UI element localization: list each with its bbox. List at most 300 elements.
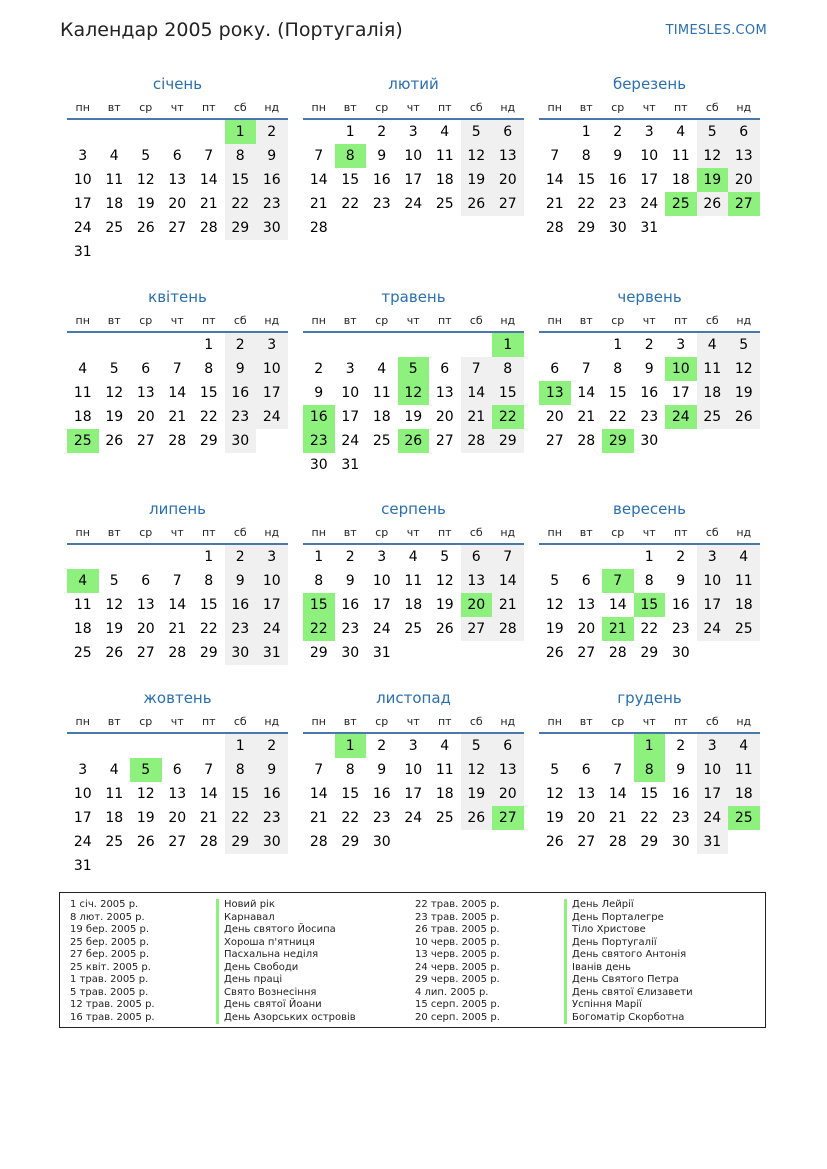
day-cell[interactable]: 23 xyxy=(225,405,257,429)
day-cell[interactable]: 28 xyxy=(577,433,596,449)
day-cell[interactable]: 14 xyxy=(309,786,328,802)
day-cell[interactable]: 18 xyxy=(73,409,92,425)
day-cell[interactable]: 25 xyxy=(435,196,454,212)
day-cell[interactable]: 16 xyxy=(671,786,690,802)
day-cell[interactable]: 17 xyxy=(697,593,729,617)
day-cell[interactable]: 10 xyxy=(341,385,360,401)
day-cell[interactable]: 9 xyxy=(345,573,355,589)
day-cell[interactable]: 16 xyxy=(372,786,391,802)
day-cell[interactable]: 20 xyxy=(545,409,564,425)
day-cell[interactable]: 23 xyxy=(256,806,288,830)
day-cell[interactable]: 13 xyxy=(136,597,155,613)
day-cell[interactable]: 5 xyxy=(141,148,151,164)
day-cell[interactable]: 12 xyxy=(136,786,155,802)
holiday-day-cell[interactable]: 1 xyxy=(634,734,666,758)
day-cell[interactable]: 22 xyxy=(577,196,596,212)
day-cell[interactable]: 10 xyxy=(372,573,391,589)
holiday-day-cell[interactable]: 27 xyxy=(492,806,524,830)
day-cell[interactable]: 30 xyxy=(256,830,288,854)
day-cell[interactable]: 21 xyxy=(168,621,187,637)
day-cell[interactable]: 14 xyxy=(608,786,627,802)
day-cell[interactable]: 11 xyxy=(73,597,92,613)
day-cell[interactable]: 6 xyxy=(172,148,182,164)
day-cell[interactable]: 27 xyxy=(577,645,596,661)
day-cell[interactable]: 13 xyxy=(168,172,187,188)
holiday-day-cell[interactable]: 8 xyxy=(634,758,666,782)
day-cell[interactable]: 18 xyxy=(728,782,760,806)
day-cell[interactable]: 10 xyxy=(73,172,92,188)
day-cell[interactable]: 8 xyxy=(644,573,654,589)
day-cell[interactable]: 23 xyxy=(608,196,627,212)
day-cell[interactable]: 10 xyxy=(697,758,729,782)
day-cell[interactable]: 19 xyxy=(136,810,155,826)
day-cell[interactable]: 16 xyxy=(341,597,360,613)
day-cell[interactable]: 26 xyxy=(461,806,493,830)
day-cell[interactable]: 12 xyxy=(105,385,124,401)
day-cell[interactable]: 5 xyxy=(697,120,729,144)
day-cell[interactable]: 3 xyxy=(408,124,418,140)
day-cell[interactable]: 7 xyxy=(613,762,623,778)
day-cell[interactable]: 4 xyxy=(676,124,686,140)
day-cell[interactable]: 19 xyxy=(728,381,760,405)
day-cell[interactable]: 29 xyxy=(225,830,257,854)
day-cell[interactable]: 26 xyxy=(105,645,124,661)
day-cell[interactable]: 3 xyxy=(644,124,654,140)
day-cell[interactable]: 3 xyxy=(697,545,729,569)
day-cell[interactable]: 24 xyxy=(73,834,92,850)
day-cell[interactable]: 26 xyxy=(136,220,155,236)
holiday-day-cell[interactable]: 4 xyxy=(67,569,99,593)
holiday-day-cell[interactable]: 25 xyxy=(665,192,697,216)
day-cell[interactable]: 16 xyxy=(256,782,288,806)
day-cell[interactable]: 17 xyxy=(372,597,391,613)
day-cell[interactable]: 21 xyxy=(545,196,564,212)
day-cell[interactable]: 4 xyxy=(109,762,119,778)
day-cell[interactable]: 15 xyxy=(577,172,596,188)
day-cell[interactable]: 11 xyxy=(728,758,760,782)
day-cell[interactable]: 1 xyxy=(314,549,324,565)
day-cell[interactable]: 27 xyxy=(168,220,187,236)
day-cell[interactable]: 27 xyxy=(461,617,493,641)
day-cell[interactable]: 28 xyxy=(545,220,564,236)
day-cell[interactable]: 13 xyxy=(461,569,493,593)
day-cell[interactable]: 24 xyxy=(256,617,288,641)
day-cell[interactable]: 19 xyxy=(461,168,493,192)
day-cell[interactable]: 2 xyxy=(256,734,288,758)
day-cell[interactable]: 31 xyxy=(73,244,92,260)
day-cell[interactable]: 23 xyxy=(671,810,690,826)
day-cell[interactable]: 28 xyxy=(492,617,524,641)
day-cell[interactable]: 30 xyxy=(640,433,659,449)
holiday-day-cell[interactable]: 21 xyxy=(602,617,634,641)
day-cell[interactable]: 20 xyxy=(168,196,187,212)
day-cell[interactable]: 30 xyxy=(608,220,627,236)
day-cell[interactable]: 18 xyxy=(671,172,690,188)
day-cell[interactable]: 27 xyxy=(492,192,524,216)
day-cell[interactable]: 1 xyxy=(204,337,214,353)
day-cell[interactable]: 8 xyxy=(204,573,214,589)
day-cell[interactable]: 6 xyxy=(461,545,493,569)
day-cell[interactable]: 18 xyxy=(372,409,391,425)
day-cell[interactable]: 14 xyxy=(168,385,187,401)
day-cell[interactable]: 24 xyxy=(341,433,360,449)
day-cell[interactable]: 15 xyxy=(225,168,257,192)
day-cell[interactable]: 11 xyxy=(435,148,454,164)
day-cell[interactable]: 13 xyxy=(577,597,596,613)
day-cell[interactable]: 29 xyxy=(309,645,328,661)
day-cell[interactable]: 5 xyxy=(550,762,560,778)
day-cell[interactable]: 24 xyxy=(697,617,729,641)
day-cell[interactable]: 22 xyxy=(341,810,360,826)
day-cell[interactable]: 7 xyxy=(204,762,214,778)
day-cell[interactable]: 18 xyxy=(105,196,124,212)
day-cell[interactable]: 12 xyxy=(697,144,729,168)
day-cell[interactable]: 6 xyxy=(581,762,591,778)
day-cell[interactable]: 17 xyxy=(671,385,690,401)
day-cell[interactable]: 18 xyxy=(105,810,124,826)
day-cell[interactable]: 19 xyxy=(461,782,493,806)
day-cell[interactable]: 9 xyxy=(676,762,686,778)
holiday-day-cell[interactable]: 27 xyxy=(728,192,760,216)
holiday-day-cell[interactable]: 15 xyxy=(634,593,666,617)
day-cell[interactable]: 7 xyxy=(461,357,493,381)
day-cell[interactable]: 12 xyxy=(545,786,564,802)
day-cell[interactable]: 14 xyxy=(461,381,493,405)
day-cell[interactable]: 13 xyxy=(492,144,524,168)
day-cell[interactable]: 16 xyxy=(671,597,690,613)
day-cell[interactable]: 14 xyxy=(608,597,627,613)
holiday-day-cell[interactable]: 19 xyxy=(697,168,729,192)
day-cell[interactable]: 21 xyxy=(199,196,218,212)
day-cell[interactable]: 19 xyxy=(105,409,124,425)
day-cell[interactable]: 25 xyxy=(435,810,454,826)
day-cell[interactable]: 29 xyxy=(577,220,596,236)
day-cell[interactable]: 7 xyxy=(314,148,324,164)
day-cell[interactable]: 3 xyxy=(78,762,88,778)
holiday-day-cell[interactable]: 24 xyxy=(665,405,697,429)
day-cell[interactable]: 2 xyxy=(345,549,355,565)
day-cell[interactable]: 17 xyxy=(404,786,423,802)
day-cell[interactable]: 27 xyxy=(577,834,596,850)
day-cell[interactable]: 10 xyxy=(697,569,729,593)
day-cell[interactable]: 3 xyxy=(697,734,729,758)
day-cell[interactable]: 19 xyxy=(105,621,124,637)
day-cell[interactable]: 20 xyxy=(577,621,596,637)
day-cell[interactable]: 17 xyxy=(341,409,360,425)
day-cell[interactable]: 15 xyxy=(199,385,218,401)
day-cell[interactable]: 18 xyxy=(435,786,454,802)
day-cell[interactable]: 2 xyxy=(225,333,257,357)
day-cell[interactable]: 30 xyxy=(256,216,288,240)
day-cell[interactable]: 20 xyxy=(728,168,760,192)
day-cell[interactable]: 26 xyxy=(136,834,155,850)
day-cell[interactable]: 9 xyxy=(377,148,387,164)
day-cell[interactable]: 27 xyxy=(168,834,187,850)
day-cell[interactable]: 12 xyxy=(545,597,564,613)
day-cell[interactable]: 15 xyxy=(608,385,627,401)
day-cell[interactable]: 16 xyxy=(372,172,391,188)
day-cell[interactable]: 19 xyxy=(435,597,454,613)
day-cell[interactable]: 16 xyxy=(225,381,257,405)
day-cell[interactable]: 30 xyxy=(309,457,328,473)
day-cell[interactable]: 20 xyxy=(492,168,524,192)
day-cell[interactable]: 28 xyxy=(199,220,218,236)
day-cell[interactable]: 4 xyxy=(728,545,760,569)
holiday-day-cell[interactable]: 22 xyxy=(492,405,524,429)
day-cell[interactable]: 8 xyxy=(225,758,257,782)
day-cell[interactable]: 25 xyxy=(73,645,92,661)
day-cell[interactable]: 23 xyxy=(341,621,360,637)
day-cell[interactable]: 23 xyxy=(372,810,391,826)
day-cell[interactable]: 14 xyxy=(309,172,328,188)
day-cell[interactable]: 21 xyxy=(461,405,493,429)
day-cell[interactable]: 24 xyxy=(404,196,423,212)
day-cell[interactable]: 1 xyxy=(345,124,355,140)
day-cell[interactable]: 5 xyxy=(461,734,493,758)
day-cell[interactable]: 14 xyxy=(199,786,218,802)
day-cell[interactable]: 2 xyxy=(644,337,654,353)
day-cell[interactable]: 29 xyxy=(199,645,218,661)
day-cell[interactable]: 15 xyxy=(341,786,360,802)
day-cell[interactable]: 30 xyxy=(225,641,257,665)
day-cell[interactable]: 11 xyxy=(728,569,760,593)
day-cell[interactable]: 25 xyxy=(105,220,124,236)
day-cell[interactable]: 12 xyxy=(136,172,155,188)
day-cell[interactable]: 28 xyxy=(608,834,627,850)
day-cell[interactable]: 20 xyxy=(136,621,155,637)
day-cell[interactable]: 15 xyxy=(492,381,524,405)
day-cell[interactable]: 8 xyxy=(204,361,214,377)
day-cell[interactable]: 10 xyxy=(404,762,423,778)
day-cell[interactable]: 21 xyxy=(168,409,187,425)
day-cell[interactable]: 9 xyxy=(256,144,288,168)
day-cell[interactable]: 17 xyxy=(640,172,659,188)
day-cell[interactable]: 9 xyxy=(377,762,387,778)
holiday-day-cell[interactable]: 12 xyxy=(398,381,430,405)
day-cell[interactable]: 14 xyxy=(168,597,187,613)
day-cell[interactable]: 3 xyxy=(78,148,88,164)
day-cell[interactable]: 6 xyxy=(141,573,151,589)
day-cell[interactable]: 15 xyxy=(640,786,659,802)
day-cell[interactable]: 6 xyxy=(581,573,591,589)
holiday-day-cell[interactable]: 5 xyxy=(130,758,162,782)
day-cell[interactable]: 13 xyxy=(168,786,187,802)
day-cell[interactable]: 6 xyxy=(141,361,151,377)
day-cell[interactable]: 8 xyxy=(314,573,324,589)
day-cell[interactable]: 17 xyxy=(404,172,423,188)
day-cell[interactable]: 6 xyxy=(728,120,760,144)
day-cell[interactable]: 18 xyxy=(697,381,729,405)
day-cell[interactable]: 7 xyxy=(581,361,591,377)
day-cell[interactable]: 2 xyxy=(613,124,623,140)
day-cell[interactable]: 11 xyxy=(105,786,124,802)
day-cell[interactable]: 7 xyxy=(172,573,182,589)
day-cell[interactable]: 25 xyxy=(372,433,391,449)
holiday-day-cell[interactable]: 5 xyxy=(398,357,430,381)
day-cell[interactable]: 16 xyxy=(256,168,288,192)
day-cell[interactable]: 26 xyxy=(697,192,729,216)
day-cell[interactable]: 16 xyxy=(608,172,627,188)
day-cell[interactable]: 26 xyxy=(545,834,564,850)
day-cell[interactable]: 27 xyxy=(545,433,564,449)
day-cell[interactable]: 24 xyxy=(256,405,288,429)
holiday-day-cell[interactable]: 1 xyxy=(492,333,524,357)
day-cell[interactable]: 20 xyxy=(492,782,524,806)
day-cell[interactable]: 12 xyxy=(435,573,454,589)
day-cell[interactable]: 5 xyxy=(440,549,450,565)
day-cell[interactable]: 2 xyxy=(256,120,288,144)
day-cell[interactable]: 30 xyxy=(671,834,690,850)
day-cell[interactable]: 7 xyxy=(172,361,182,377)
day-cell[interactable]: 22 xyxy=(608,409,627,425)
holiday-day-cell[interactable]: 1 xyxy=(335,734,367,758)
day-cell[interactable]: 12 xyxy=(728,357,760,381)
holiday-day-cell[interactable]: 7 xyxy=(602,569,634,593)
day-cell[interactable]: 1 xyxy=(225,734,257,758)
day-cell[interactable]: 24 xyxy=(404,810,423,826)
day-cell[interactable]: 28 xyxy=(608,645,627,661)
day-cell[interactable]: 24 xyxy=(697,806,729,830)
day-cell[interactable]: 24 xyxy=(73,220,92,236)
day-cell[interactable]: 24 xyxy=(640,196,659,212)
day-cell[interactable]: 4 xyxy=(78,361,88,377)
day-cell[interactable]: 6 xyxy=(492,734,524,758)
holiday-day-cell[interactable]: 15 xyxy=(303,593,335,617)
day-cell[interactable]: 10 xyxy=(73,786,92,802)
day-cell[interactable]: 8 xyxy=(613,361,623,377)
day-cell[interactable]: 12 xyxy=(105,597,124,613)
day-cell[interactable]: 11 xyxy=(697,357,729,381)
day-cell[interactable]: 20 xyxy=(577,810,596,826)
day-cell[interactable]: 21 xyxy=(577,409,596,425)
day-cell[interactable]: 9 xyxy=(256,758,288,782)
day-cell[interactable]: 12 xyxy=(461,758,493,782)
day-cell[interactable]: 26 xyxy=(461,192,493,216)
day-cell[interactable]: 19 xyxy=(545,810,564,826)
day-cell[interactable]: 17 xyxy=(73,810,92,826)
day-cell[interactable]: 2 xyxy=(225,545,257,569)
day-cell[interactable]: 27 xyxy=(136,645,155,661)
day-cell[interactable]: 26 xyxy=(728,405,760,429)
day-cell[interactable]: 26 xyxy=(545,645,564,661)
day-cell[interactable]: 7 xyxy=(314,762,324,778)
site-link[interactable]: TIMESLES.COM xyxy=(665,23,767,38)
holiday-day-cell[interactable]: 10 xyxy=(665,357,697,381)
day-cell[interactable]: 13 xyxy=(728,144,760,168)
day-cell[interactable]: 14 xyxy=(545,172,564,188)
day-cell[interactable]: 28 xyxy=(199,834,218,850)
holiday-day-cell[interactable]: 16 xyxy=(303,405,335,429)
day-cell[interactable]: 31 xyxy=(73,858,92,874)
day-cell[interactable]: 29 xyxy=(640,645,659,661)
day-cell[interactable]: 31 xyxy=(640,220,659,236)
day-cell[interactable]: 22 xyxy=(199,621,218,637)
day-cell[interactable]: 23 xyxy=(671,621,690,637)
day-cell[interactable]: 29 xyxy=(225,216,257,240)
day-cell[interactable]: 22 xyxy=(341,196,360,212)
holiday-day-cell[interactable]: 1 xyxy=(225,120,257,144)
day-cell[interactable]: 15 xyxy=(341,172,360,188)
day-cell[interactable]: 23 xyxy=(256,192,288,216)
holiday-day-cell[interactable]: 29 xyxy=(602,429,634,453)
day-cell[interactable]: 2 xyxy=(314,361,324,377)
day-cell[interactable]: 17 xyxy=(256,593,288,617)
day-cell[interactable]: 22 xyxy=(640,810,659,826)
day-cell[interactable]: 6 xyxy=(492,120,524,144)
day-cell[interactable]: 25 xyxy=(697,405,729,429)
day-cell[interactable]: 6 xyxy=(172,762,182,778)
day-cell[interactable]: 23 xyxy=(225,617,257,641)
holiday-day-cell[interactable]: 25 xyxy=(67,429,99,453)
day-cell[interactable]: 17 xyxy=(697,782,729,806)
day-cell[interactable]: 1 xyxy=(613,337,623,353)
day-cell[interactable]: 4 xyxy=(440,738,450,754)
holiday-day-cell[interactable]: 13 xyxy=(539,381,571,405)
day-cell[interactable]: 30 xyxy=(341,645,360,661)
day-cell[interactable]: 5 xyxy=(461,120,493,144)
holiday-day-cell[interactable]: 25 xyxy=(728,806,760,830)
day-cell[interactable]: 4 xyxy=(408,549,418,565)
day-cell[interactable]: 29 xyxy=(492,429,524,453)
day-cell[interactable]: 11 xyxy=(671,148,690,164)
day-cell[interactable]: 14 xyxy=(492,569,524,593)
day-cell[interactable]: 25 xyxy=(105,834,124,850)
day-cell[interactable]: 28 xyxy=(168,645,187,661)
day-cell[interactable]: 2 xyxy=(377,124,387,140)
day-cell[interactable]: 21 xyxy=(492,593,524,617)
day-cell[interactable]: 25 xyxy=(728,617,760,641)
day-cell[interactable]: 21 xyxy=(199,810,218,826)
day-cell[interactable]: 16 xyxy=(225,593,257,617)
day-cell[interactable]: 28 xyxy=(461,429,493,453)
day-cell[interactable]: 5 xyxy=(550,573,560,589)
day-cell[interactable]: 9 xyxy=(676,573,686,589)
day-cell[interactable]: 28 xyxy=(309,834,328,850)
day-cell[interactable]: 19 xyxy=(404,409,423,425)
day-cell[interactable]: 13 xyxy=(492,758,524,782)
day-cell[interactable]: 29 xyxy=(640,834,659,850)
day-cell[interactable]: 10 xyxy=(256,569,288,593)
day-cell[interactable]: 4 xyxy=(109,148,119,164)
day-cell[interactable]: 5 xyxy=(728,333,760,357)
day-cell[interactable]: 8 xyxy=(581,148,591,164)
day-cell[interactable]: 4 xyxy=(440,124,450,140)
day-cell[interactable]: 24 xyxy=(372,621,391,637)
day-cell[interactable]: 10 xyxy=(404,148,423,164)
day-cell[interactable]: 18 xyxy=(728,593,760,617)
day-cell[interactable]: 11 xyxy=(372,385,391,401)
day-cell[interactable]: 31 xyxy=(256,641,288,665)
holiday-day-cell[interactable]: 8 xyxy=(335,144,367,168)
day-cell[interactable]: 3 xyxy=(408,738,418,754)
day-cell[interactable]: 5 xyxy=(109,361,119,377)
day-cell[interactable]: 18 xyxy=(435,172,454,188)
day-cell[interactable]: 29 xyxy=(341,834,360,850)
day-cell[interactable]: 18 xyxy=(73,621,92,637)
day-cell[interactable]: 4 xyxy=(377,361,387,377)
day-cell[interactable]: 8 xyxy=(345,762,355,778)
day-cell[interactable]: 18 xyxy=(404,597,423,613)
day-cell[interactable]: 27 xyxy=(435,433,454,449)
day-cell[interactable]: 21 xyxy=(309,196,328,212)
day-cell[interactable]: 26 xyxy=(435,621,454,637)
day-cell[interactable]: 7 xyxy=(492,545,524,569)
day-cell[interactable]: 6 xyxy=(440,361,450,377)
day-cell[interactable]: 14 xyxy=(577,385,596,401)
day-cell[interactable]: 30 xyxy=(225,429,257,453)
day-cell[interactable]: 4 xyxy=(697,333,729,357)
day-cell[interactable]: 31 xyxy=(372,645,391,661)
